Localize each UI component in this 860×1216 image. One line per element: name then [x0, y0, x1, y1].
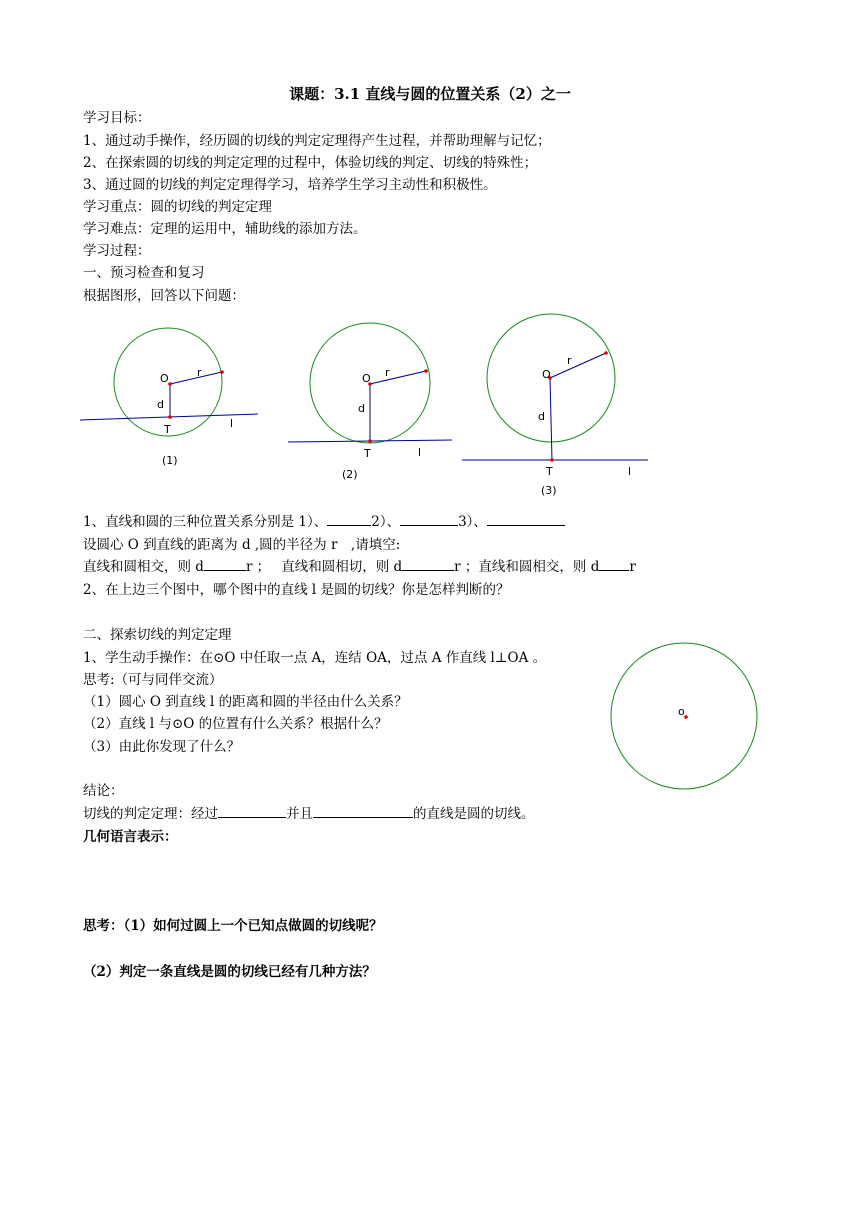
objectives-heading: 学习目标：	[83, 110, 151, 126]
objective-item: 1、通过动手操作，经历圆的切线的判定定理得产生过程，并帮助理解与记忆；	[83, 133, 551, 149]
label-o: O	[542, 368, 551, 381]
objective-item: 2、在探索圆的切线的判定定理的过程中，体验切线的判定、切线的特殊性；	[83, 155, 538, 171]
label-o: O	[362, 372, 371, 385]
theorem-statement: 切线的判定定理：经过 并且 的直线是圆的切线。	[83, 806, 535, 822]
figures-diagram	[0, 300, 860, 510]
think-question-1: 思考：（1）如何过圆上一个已知点做圆的切线呢？	[83, 918, 383, 934]
section1-intro: 根据图形，回答以下问题：	[83, 288, 245, 304]
question-1-line2: 设圆心 O 到直线的距离为 d ,圆的半径为 r ,请填空:	[83, 537, 401, 553]
point-r-3	[604, 351, 608, 355]
label-t: T	[546, 465, 553, 478]
difficulty: 学习难点：定理的运用中，辅助线的添加方法。	[83, 221, 367, 237]
figure-2	[288, 323, 452, 481]
geometry-language: 几何语言表示：	[83, 829, 178, 845]
center-point	[684, 715, 688, 719]
conclusion-heading: 结论：	[83, 783, 124, 799]
page-title: 课题：3.1 直线与圆的位置关系（2）之一	[289, 85, 571, 103]
center-label: o	[678, 705, 685, 718]
point-t-2	[368, 439, 372, 443]
label-t: T	[364, 447, 371, 460]
section2-question: （2）直线 l 与⊙O 的位置有什么关系？根据什么？	[83, 716, 388, 732]
question-1-line3: 直线和圆相交，则 d r ； 直线和圆相切，则 d r ；直线和圆相交，则 d r	[83, 559, 636, 575]
circle-o-diagram	[606, 638, 766, 798]
distance-3	[550, 378, 552, 460]
question-1: 1、直线和圆的三种位置关系分别是 1）、 2）、 3）、	[83, 512, 565, 532]
label-l: l	[418, 446, 422, 459]
point-r-2	[424, 369, 428, 373]
radius-3	[550, 353, 606, 378]
label-l: l	[230, 417, 234, 430]
section2-think: 思考:（可与同伴交流）	[83, 672, 223, 688]
figure-1	[80, 328, 258, 467]
objective-item: 3、通过圆的切线的判定定理得学习，培养学生学习主动性和积极性。	[83, 177, 497, 193]
figure-3	[462, 314, 648, 497]
label-o: O	[160, 372, 169, 385]
caption-3: (3)	[541, 484, 557, 497]
section2-question: （1）圆心 O 到直线 l 的距离和圆的半径由什么关系？	[83, 694, 408, 710]
section2-question: （3）由此你发现了什么？	[83, 739, 241, 755]
process-heading: 学习过程：	[83, 243, 151, 259]
point-r-1	[220, 370, 224, 374]
section1-heading: 一、预习检查和复习	[83, 265, 205, 281]
label-d: d	[358, 402, 365, 415]
label-d: d	[157, 398, 164, 411]
key-point: 学习重点：圆的切线的判定定理	[83, 199, 272, 215]
think-question-2: （2）判定一条直线是圆的切线已经有几种方法？	[83, 964, 376, 980]
question-2: 2、在上边三个图中，哪个图中的直线 l 是圆的切线？你是怎样判断的？	[83, 582, 510, 598]
label-t: T	[164, 423, 171, 436]
label-l: l	[628, 465, 632, 478]
label-d: d	[538, 410, 545, 423]
label-r: r	[197, 366, 202, 379]
label-r: r	[567, 354, 572, 367]
label-r: r	[385, 366, 390, 379]
point-t-3	[550, 458, 554, 462]
point-t-1	[168, 415, 172, 419]
radius-2	[370, 371, 426, 384]
section2-step1: 1、学生动手操作：在⊙O 中任取一点 A，连结 OA，过点 A 作直线 l⊥OA 。	[83, 650, 547, 666]
caption-2: (2)	[342, 468, 358, 481]
point-o-1	[168, 382, 172, 386]
caption-1: (1)	[162, 454, 178, 467]
radius-1	[170, 372, 222, 384]
section2-heading: 二、探索切线的判定定理	[83, 627, 232, 643]
